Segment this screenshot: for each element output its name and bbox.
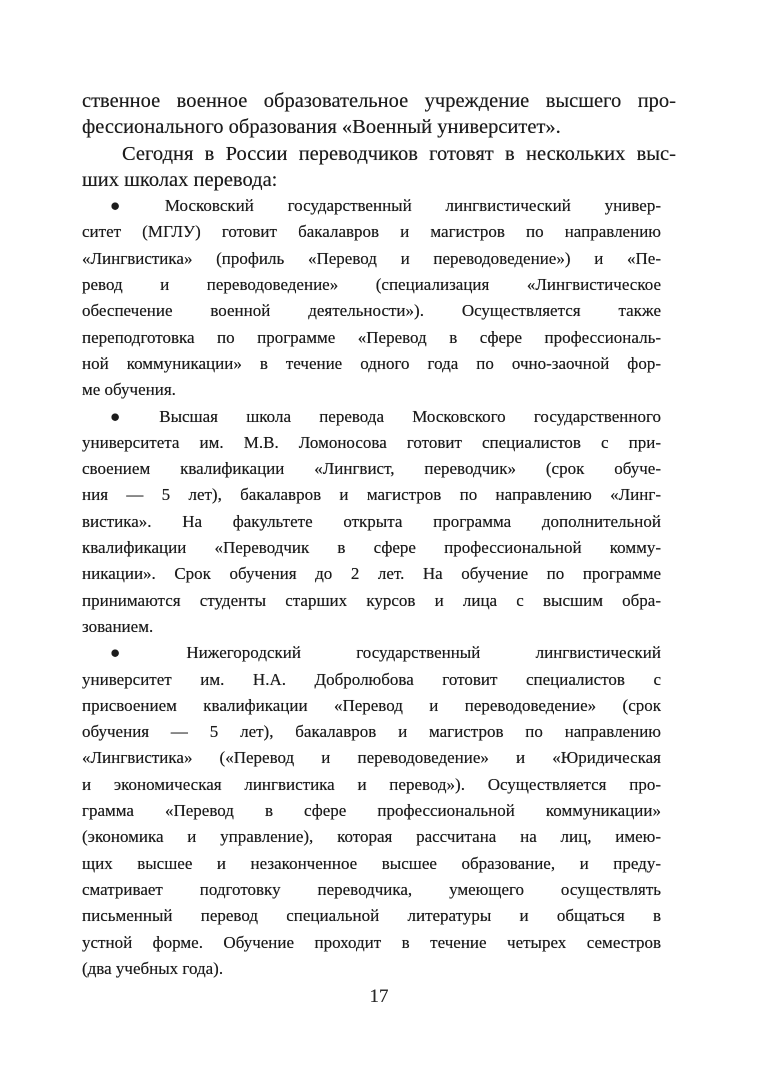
bullet-icon: ●	[110, 643, 172, 663]
text-line: (два учебных года).	[82, 958, 224, 978]
text-line: университета им. М.В. Ломоносова готовит специалистов с при-	[82, 432, 661, 452]
text-line: ● Московский государственный лингвистический универ-	[110, 196, 661, 216]
text-line: ● Нижегородский государственный лингвистический	[110, 643, 661, 663]
text-line: никации». Срок обучения до 2 лет. На обучение по программе	[82, 564, 661, 584]
text-line: (экономика и управление), которая рассчитана на лиц, имею-	[82, 827, 661, 847]
paragraph	[82, 88, 676, 141]
page-number: 17	[369, 986, 389, 1007]
text-line: письменный перевод специальной литературы и общаться в	[82, 906, 661, 926]
page-text	[82, 88, 676, 982]
paragraph	[82, 141, 676, 194]
paragraph	[82, 404, 676, 641]
text-line: зованием.	[82, 616, 154, 636]
paragraph	[82, 640, 676, 982]
text-line: переподготовка по программе «Перевод в сфере профессиональ-	[82, 327, 661, 347]
text-line: ● Высшая школа перевода Московского государственного	[110, 406, 661, 426]
text-line: квалификации «Переводчик в сфере профессиональной комму-	[82, 538, 661, 558]
paragraph	[82, 193, 676, 403]
text-line: принимаются студенты старших курсов и лица с высшим обра-	[82, 590, 661, 610]
text-line: ревод и переводоведение» (специализация «Лингвистическое	[82, 275, 661, 295]
text-line: присвоением квалификации «Перевод и переводоведение» (срок	[82, 695, 661, 715]
text-line: и экономическая лингвистика и перевод»). Осуществляется про-	[82, 774, 661, 794]
text-line: грамма «Перевод в сфере профессиональной коммуникации»	[82, 801, 661, 821]
text-line: ния — 5 лет), бакалавров и магистров по направлению «Линг-	[82, 485, 661, 505]
text-line: вистика». На факультете открыта программа дополнительной	[82, 511, 661, 531]
text-line: ной коммуникации» в течение одного года по очно-заочной фор-	[82, 353, 661, 373]
bullet-icon: ●	[110, 196, 150, 216]
text-line: ситет (МГЛУ) готовит бакалавров и магистров по направлению	[82, 222, 661, 242]
text-line: «Лингвистика» (профиль «Перевод и переводоведение») и «Пе-	[82, 248, 661, 268]
text-line: ственное военное образовательное учреждение высшего про-	[82, 90, 676, 112]
text-line: фессионального образования «Военный университет».	[82, 116, 561, 139]
text-line: своением квалификации «Лингвист, переводчик» (срок обуче-	[82, 459, 661, 479]
bullet-icon: ●	[110, 406, 145, 426]
text-line: устной форме. Обучение проходит в течение четырех семестров	[82, 932, 661, 952]
text-line: ших школах перевода:	[82, 168, 278, 191]
text-line: обучения — 5 лет), бакалавров и магистров по направлению	[82, 722, 661, 742]
text-line: сматривает подготовку переводчика, умеющего осуществлять	[82, 879, 661, 899]
text-line: Сегодня в России переводчиков готовят в нескольких выс-	[122, 142, 676, 165]
text-line: ме обучения.	[82, 380, 176, 400]
text-line: «Лингвистика» («Перевод и переводоведение» и «Юридическая	[82, 748, 661, 768]
text-line: университет им. Н.А. Добролюбова готовит специалистов с	[82, 669, 661, 689]
text-line: обеспечение военной деятельности»). Осуществляется также	[82, 301, 661, 321]
text-line: щих высшее и незаконченное высшее образование, и преду-	[82, 853, 661, 873]
